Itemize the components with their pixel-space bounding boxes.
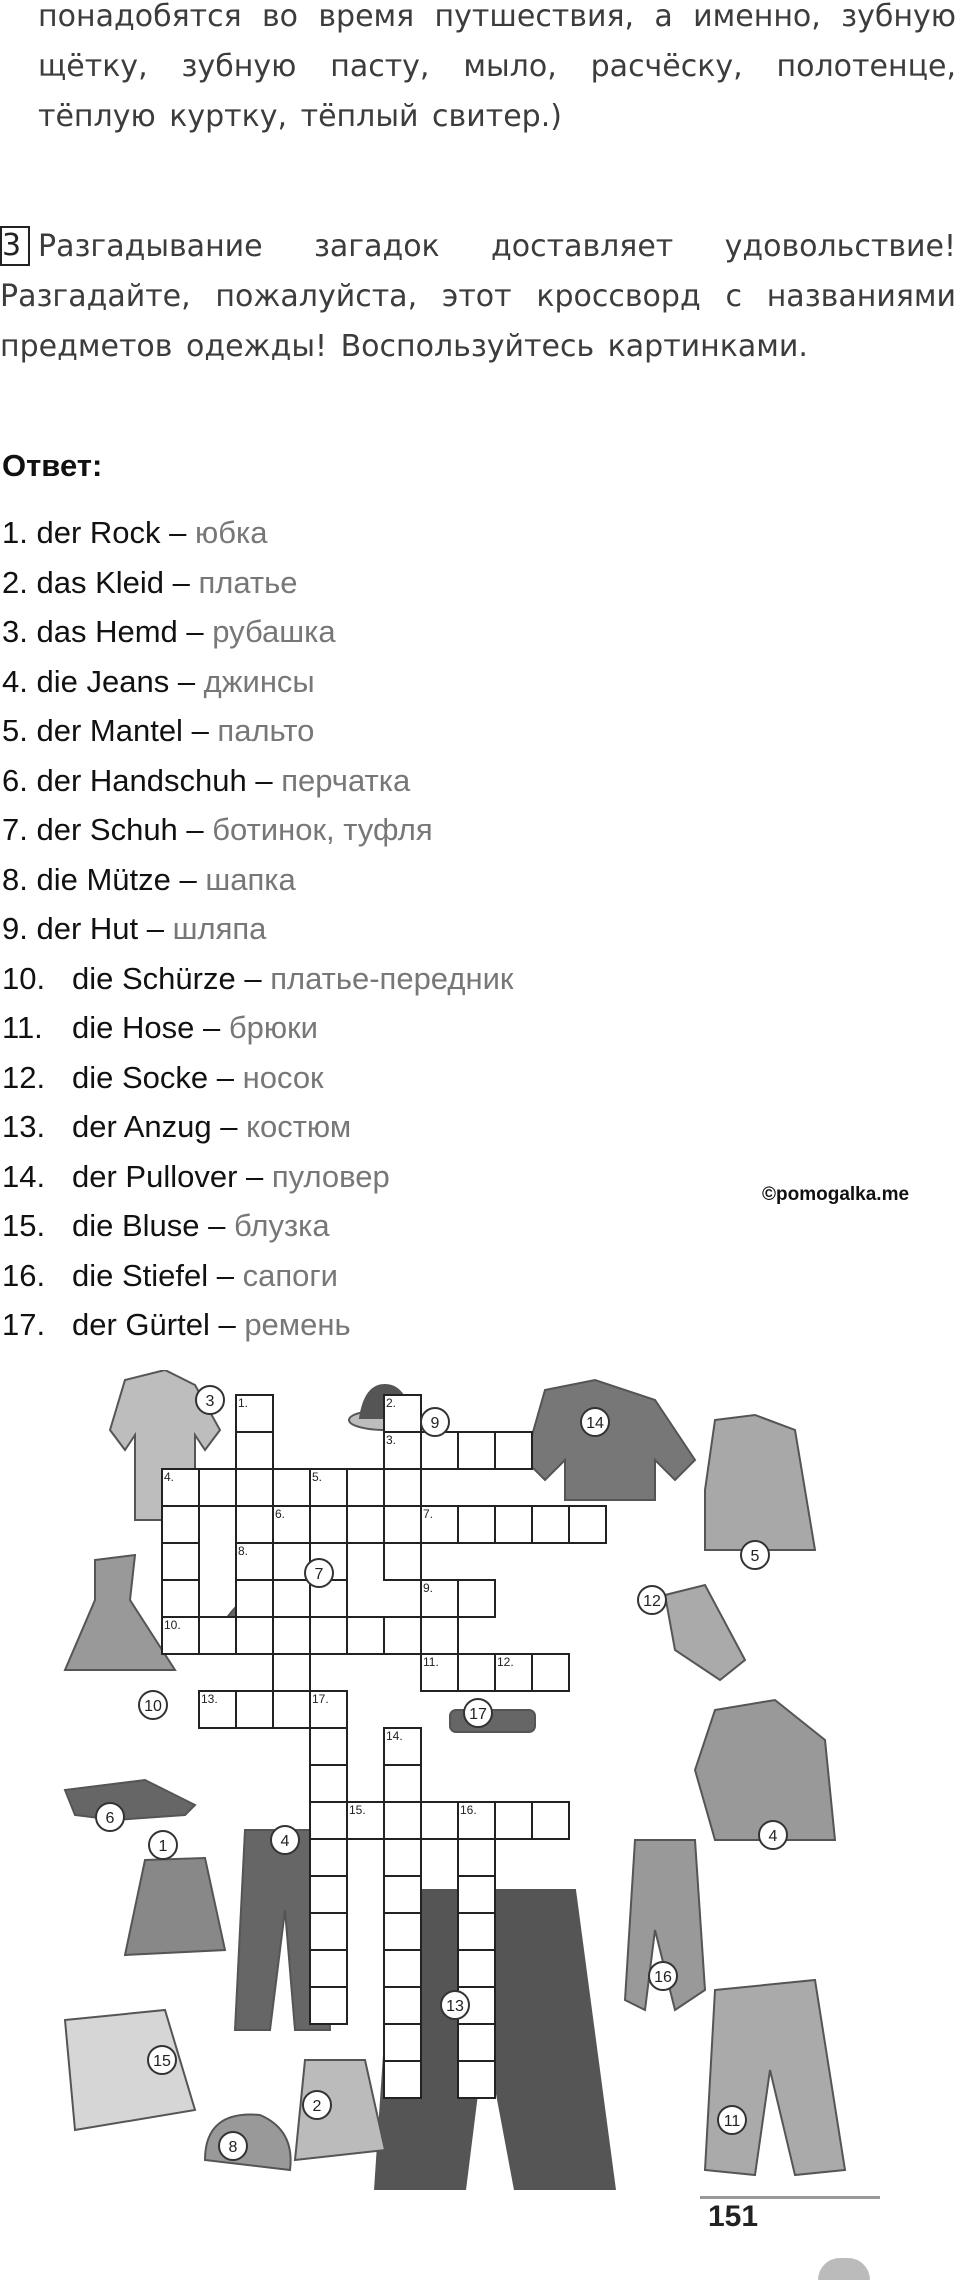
crossword-cell[interactable] — [458, 1506, 495, 1543]
intro-paragraph: понадобятся во время путшествия, а именно, зубную щётку, зубную пасту, мыло, расчёску, полотенце, тёплую куртку, тёплый свитер.) — [38, 0, 956, 134]
svg-text:17: 17 — [469, 1706, 487, 1723]
crossword-cell[interactable] — [384, 2061, 421, 2098]
cell-number: 17. — [312, 1692, 329, 1706]
answer-number: 6. — [2, 762, 28, 798]
crossword-cell[interactable] — [384, 1765, 421, 1802]
answer-item — [2, 1053, 513, 1103]
answer-dash: – — [194, 1010, 229, 1045]
picture-label — [581, 1408, 609, 1436]
answer-russian: носок — [242, 1059, 324, 1095]
copyright-watermark: ©pomogalka.me — [762, 1184, 910, 1205]
answer-number: 15. — [2, 1208, 46, 1243]
crossword-cell[interactable] — [384, 2024, 421, 2061]
answer-dash: – — [211, 1109, 247, 1144]
answer-russian: блузка — [234, 1208, 330, 1243]
crossword-cell[interactable] — [310, 1506, 347, 1543]
answer-item — [2, 756, 513, 806]
answer-german: die Stiefel — [72, 1257, 209, 1293]
answer-russian: шапка — [205, 861, 296, 897]
answer-number: 8. — [2, 861, 28, 897]
cell-number: 7. — [423, 1507, 434, 1521]
answer-dash: – — [182, 713, 218, 748]
answer-german: der Hut — [36, 911, 139, 946]
answer-item — [2, 1152, 513, 1202]
crossword-cell[interactable] — [347, 1469, 384, 1506]
trousers-drawing — [705, 1980, 845, 2175]
answer-dash: – — [177, 614, 213, 649]
skirt-drawing — [125, 1858, 225, 1955]
answer-german: das Hemd — [36, 614, 178, 649]
picture-label — [464, 1699, 492, 1727]
cap-drawing — [205, 2115, 291, 2170]
answer-german: der Handschuh — [36, 762, 247, 798]
answer-item — [2, 1201, 513, 1251]
picture-label — [148, 2046, 176, 2074]
crossword-cell[interactable] — [495, 1432, 532, 1469]
crossword-cell[interactable] — [458, 1913, 495, 1950]
cell-number: 15. — [349, 1803, 366, 1817]
picture-label — [741, 1541, 769, 1569]
answer-item — [2, 954, 513, 1004]
answer-number: 16. — [2, 1257, 46, 1293]
answer-german: der Rock — [36, 515, 161, 550]
answer-item — [2, 706, 513, 756]
answer-russian: брюки — [228, 1010, 318, 1045]
picture-label — [96, 1803, 124, 1831]
svg-text:7: 7 — [314, 1566, 324, 1583]
picture-label — [421, 1408, 449, 1436]
task-paragraph — [0, 222, 956, 372]
corner-decoration — [818, 2258, 870, 2280]
crossword-cell[interactable] — [384, 1617, 421, 1654]
svg-text:15: 15 — [153, 2053, 171, 2070]
answer-german: die Jeans — [36, 663, 170, 699]
svg-text:10: 10 — [144, 1698, 162, 1715]
picture-label — [441, 1991, 469, 2019]
answer-dash: – — [237, 1158, 272, 1194]
crossword-cell[interactable] — [495, 1802, 532, 1839]
crossword-cell[interactable] — [458, 2061, 495, 2098]
svg-text:13: 13 — [446, 1998, 464, 2015]
answer-number: 12. — [2, 1059, 46, 1095]
svg-text:16: 16 — [654, 1969, 672, 1986]
answer-item — [2, 1102, 513, 1152]
answer-item — [2, 508, 513, 558]
sock-drawing — [665, 1585, 745, 1680]
answer-russian: рубашка — [212, 614, 336, 649]
svg-text:9: 9 — [430, 1415, 440, 1432]
jacket-drawing — [695, 1700, 835, 1840]
crossword-cell[interactable] — [347, 1506, 384, 1543]
crossword-cell[interactable] — [236, 1469, 273, 1506]
cell-number: 9. — [423, 1581, 434, 1595]
answer-german: der Schuh — [36, 812, 178, 847]
crossword-cell[interactable] — [384, 1543, 421, 1580]
crossword-cell[interactable] — [310, 1728, 347, 1765]
crossword-cell[interactable] — [458, 1580, 495, 1617]
crossword-cell[interactable] — [236, 1617, 273, 1654]
sweater-drawing — [525, 1380, 695, 1500]
answer-german: die Bluse — [72, 1208, 200, 1243]
crossword-cell[interactable] — [384, 1802, 421, 1839]
answer-dash: – — [160, 515, 195, 550]
crossword-cell[interactable] — [458, 1432, 495, 1469]
crossword-cell[interactable] — [458, 1654, 495, 1691]
answer-item — [2, 1251, 513, 1301]
crossword-cell[interactable] — [421, 1617, 458, 1654]
svg-text:11: 11 — [723, 2113, 741, 2130]
answer-dash: – — [177, 812, 213, 847]
answer-dash: – — [169, 663, 204, 699]
cell-number: 4. — [164, 1470, 175, 1484]
cell-number: 10. — [164, 1618, 181, 1632]
crossword-cell[interactable] — [384, 1950, 421, 1987]
answer-german: die Schürze — [72, 960, 236, 996]
answer-item — [2, 657, 513, 707]
crossword-cell[interactable] — [495, 1506, 532, 1543]
answer-dash: – — [199, 1208, 234, 1243]
crossword-cell[interactable] — [273, 1617, 310, 1654]
answer-number: 11. — [2, 1010, 43, 1045]
glove-drawing — [65, 1780, 195, 1820]
cell-number: 6. — [275, 1507, 286, 1521]
answer-item — [2, 1300, 513, 1350]
picture-label — [718, 2106, 746, 2134]
page-number: 151 — [708, 2200, 759, 2233]
picture-label — [271, 1826, 299, 1854]
apron-dress-drawing — [65, 1555, 175, 1670]
picture-label — [649, 1962, 677, 1990]
answer-russian: костюм — [246, 1109, 352, 1144]
picture-label — [638, 1586, 666, 1614]
crossword-cell[interactable] — [273, 1580, 310, 1617]
answer-russian: ремень — [244, 1307, 351, 1342]
svg-text:2: 2 — [312, 2098, 322, 2115]
crossword-cell[interactable] — [310, 1617, 347, 1654]
svg-text:5: 5 — [750, 1548, 760, 1565]
crossword-cell[interactable] — [532, 1802, 569, 1839]
cell-number: 14. — [386, 1729, 403, 1743]
answer-dash: – — [246, 762, 282, 798]
crossword-cell[interactable] — [310, 1876, 347, 1913]
answer-russian: перчатка — [281, 762, 411, 798]
answer-item — [2, 904, 513, 954]
crossword-cell[interactable] — [199, 1469, 236, 1506]
svg-text:14: 14 — [586, 1415, 604, 1432]
crossword-cell[interactable] — [458, 1876, 495, 1913]
crossword-cell[interactable] — [310, 1950, 347, 1987]
picture-label — [303, 2091, 331, 2119]
answer-dash: – — [209, 1307, 245, 1342]
crossword-cell[interactable] — [310, 1765, 347, 1802]
cell-number: 8. — [238, 1544, 249, 1558]
answer-russian: юбка — [195, 515, 268, 550]
cell-number: 11. — [423, 1655, 439, 1669]
answer-label: Ответ: — [2, 448, 103, 483]
crossword-cell[interactable] — [273, 1469, 310, 1506]
svg-text:4: 4 — [280, 1833, 290, 1850]
task-text: Разгадывание загадок доставляет удовольствие! Разгадайте, пожалуйста, этот кроссворд с названиями предметов одежды! Воспользуйтесь картинками. — [0, 229, 956, 364]
svg-text:8: 8 — [228, 2139, 238, 2156]
answer-number: 14. — [2, 1158, 46, 1194]
answer-number: 13. — [2, 1109, 46, 1144]
answer-german: der Anzug — [72, 1109, 212, 1144]
crossword-cell[interactable] — [458, 1950, 495, 1987]
answer-number: 7. — [2, 812, 28, 847]
crossword-cell[interactable] — [236, 1506, 273, 1543]
crossword-cell[interactable] — [569, 1506, 606, 1543]
answer-item — [2, 805, 513, 855]
crossword-cell[interactable] — [384, 1469, 421, 1506]
answer-dash: – — [235, 960, 271, 996]
crossword-cell[interactable] — [162, 1506, 199, 1543]
answer-russian: платье-передник — [270, 960, 514, 996]
cell-number: 13. — [201, 1692, 218, 1706]
picture-label — [196, 1386, 224, 1414]
crossword-cell[interactable] — [458, 2024, 495, 2061]
answer-dash: – — [164, 564, 199, 600]
crossword-illustration — [55, 1370, 895, 2190]
crossword-cell[interactable] — [384, 1876, 421, 1913]
answer-dash: – — [138, 911, 173, 946]
answer-item — [2, 855, 513, 905]
task-number-box: 3 — [0, 226, 30, 266]
answer-item — [2, 607, 513, 657]
crossword-cell[interactable] — [421, 1802, 458, 1839]
crossword-cell[interactable] — [236, 1580, 273, 1617]
answer-number: 10. — [2, 960, 46, 996]
picture-label — [305, 1559, 333, 1587]
page-number-rule — [700, 2196, 880, 2199]
picture-label — [139, 1691, 167, 1719]
cell-number: 16. — [460, 1803, 477, 1817]
crossword-cell[interactable] — [384, 1913, 421, 1950]
crossword-cell[interactable] — [310, 1839, 347, 1876]
svg-text:12: 12 — [643, 1593, 661, 1610]
answer-russian: пальто — [217, 713, 315, 748]
crossword-cell[interactable] — [236, 1432, 273, 1469]
picture-label — [759, 1821, 787, 1849]
answer-german: das Kleid — [36, 564, 165, 600]
answer-german: der Mantel — [36, 713, 183, 748]
picture-label — [149, 1831, 177, 1859]
answer-dash: – — [208, 1257, 243, 1293]
cell-number: 2. — [386, 1396, 397, 1410]
svg-text:1: 1 — [158, 1838, 168, 1855]
cell-number: 5. — [312, 1470, 323, 1484]
crossword-cell[interactable] — [310, 1802, 347, 1839]
answer-item — [2, 1003, 513, 1053]
answer-russian: сапоги — [242, 1257, 339, 1293]
answer-number: 5. — [2, 713, 28, 748]
cell-number: 12. — [497, 1655, 514, 1669]
answer-russian: ботинок, туфля — [212, 812, 433, 847]
picture-label — [219, 2132, 247, 2160]
answer-russian: шляпа — [172, 911, 267, 946]
answer-dash: – — [208, 1059, 243, 1095]
crossword-cell[interactable] — [384, 1506, 421, 1543]
crossword-cell[interactable] — [421, 1432, 458, 1469]
answer-number: 1. — [2, 515, 28, 550]
answer-dash: – — [170, 861, 206, 897]
crossword-cell[interactable] — [532, 1506, 569, 1543]
answer-german: die Socke — [72, 1059, 209, 1095]
crossword-cell[interactable] — [310, 1913, 347, 1950]
answer-number: 17. — [2, 1307, 46, 1342]
answer-list — [2, 508, 513, 1350]
cell-number: 3. — [386, 1433, 397, 1447]
answer-german: der Gürtel — [72, 1307, 210, 1342]
answer-number: 9. — [2, 911, 28, 946]
answer-number: 2. — [2, 564, 28, 600]
crossword-cell[interactable] — [273, 1691, 310, 1728]
svg-text:4: 4 — [768, 1828, 778, 1845]
crossword-cell[interactable] — [162, 1543, 199, 1580]
answer-number: 4. — [2, 663, 28, 699]
answer-german: die Hose — [72, 1010, 195, 1045]
coat-drawing — [705, 1415, 815, 1550]
answer-item — [2, 558, 513, 608]
cell-number: 1. — [238, 1396, 249, 1410]
crossword-cell[interactable] — [310, 1987, 347, 2024]
crossword-cell[interactable] — [532, 1654, 569, 1691]
answer-german: der Pullover — [72, 1158, 238, 1194]
crossword-cell[interactable] — [384, 1987, 421, 2024]
crossword-cell[interactable] — [236, 1691, 273, 1728]
crossword-cell[interactable] — [273, 1654, 310, 1691]
svg-text:6: 6 — [105, 1810, 115, 1827]
crossword-cell[interactable] — [199, 1617, 236, 1654]
answer-number: 3. — [2, 614, 28, 649]
answer-russian: платье — [198, 564, 298, 600]
svg-text:3: 3 — [205, 1393, 215, 1410]
crossword-cell[interactable] — [384, 1839, 421, 1876]
blouse-drawing — [65, 2010, 195, 2130]
crossword-cell[interactable] — [162, 1580, 199, 1617]
crossword-cell[interactable] — [347, 1617, 384, 1654]
answer-russian: пуловер — [271, 1158, 390, 1194]
crossword-cell[interactable] — [458, 1839, 495, 1876]
answer-german: die Mütze — [36, 861, 171, 897]
answer-russian: джинсы — [203, 663, 315, 699]
